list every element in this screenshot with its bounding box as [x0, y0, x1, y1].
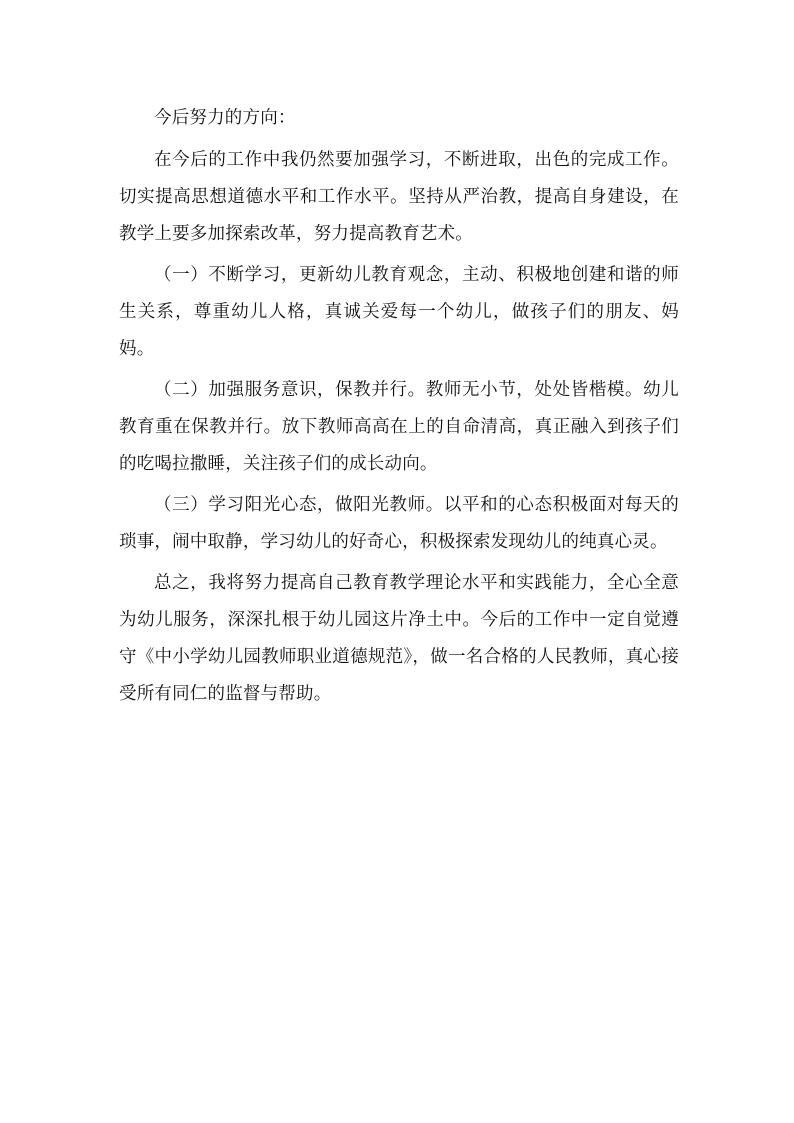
paragraph-point-two: （二）加强服务意识，保教并行。教师无小节，处处皆楷模。幼儿教育重在保教并行。放下教师高高在上的自命清高，真正融入到孩子们的吃喝拉撒睡，关注孩子们的成长动向。	[119, 380, 679, 474]
paragraph-point-three: （三）学习阳光心态，做阳光教师。以平和的心态积极面对每天的琐事，闹中取静，学习幼儿的好奇心，积极探索发现幼儿的纯真心灵。	[119, 495, 679, 552]
paragraph-conclusion: 总之，我将努力提高自己教育教学理论水平和实践能力，全心全意为幼儿服务，深深扎根于幼儿园这片净土中。今后的工作中一定自觉遵守《中小学幼儿园教师职业道德规范》，做一名合格的人民教师，真心接受所有同仁的监督与帮助。	[119, 573, 679, 704]
paragraph-point-one: （一）不断学习，更新幼儿教育观念，主动、积极地创建和谐的师生关系，尊重幼儿人格，真诚关爱每一个幼儿，做孩子们的朋友、妈妈。	[119, 265, 679, 359]
paragraph-intro: 在今后的工作中我仍然要加强学习，不断进取，出色的完成工作。切实提高思想道德水平和工作水平。坚持从严治教，提高自身建设，在教学上要多加探索改革，努力提高教育艺术。	[119, 150, 679, 244]
document-body	[119, 100, 679, 713]
section-heading: 今后努力的方向：	[154, 108, 296, 128]
